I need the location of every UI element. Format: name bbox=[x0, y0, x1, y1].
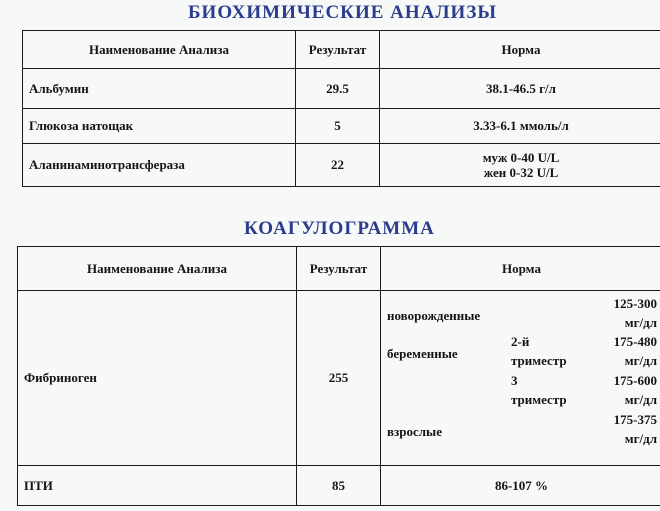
table-header-row bbox=[18, 247, 660, 291]
norm-newborn-label: новорожденные bbox=[387, 308, 481, 323]
norm-t3-unit: мг/дл bbox=[624, 392, 657, 407]
norm-male: муж 0-40 U/L bbox=[482, 150, 560, 165]
norm-adult-unit: мг/дл bbox=[624, 431, 657, 446]
biochem-table bbox=[22, 30, 660, 187]
coag-table bbox=[17, 246, 660, 506]
analysis-name: ПТИ bbox=[18, 466, 297, 506]
analysis-name: Альбумин bbox=[23, 69, 296, 109]
table-row bbox=[18, 291, 660, 466]
analysis-result: 29.5 bbox=[296, 69, 380, 109]
norm-adult-label: взрослые bbox=[387, 424, 442, 439]
table-row bbox=[23, 109, 660, 144]
norm-t3-range: 175-600 bbox=[613, 373, 657, 388]
table-row bbox=[23, 69, 660, 109]
analysis-norm: 38.1-46.5 г/л bbox=[380, 69, 660, 109]
norm-female: жен 0-32 U/L bbox=[483, 165, 559, 180]
header-norm: Норма bbox=[380, 31, 660, 69]
norm-adult-range: 175-375 bbox=[613, 412, 657, 427]
analysis-result: 85 bbox=[297, 466, 381, 506]
header-result: Результат bbox=[297, 247, 381, 291]
biochem-title: БИОХИМИЧЕСКИЕ АНАЛИЗЫ bbox=[188, 2, 498, 23]
analysis-result: 255 bbox=[297, 291, 381, 466]
norm-pregnant-label: беременные bbox=[387, 346, 458, 361]
analysis-result: 22 bbox=[296, 144, 380, 187]
fibrinogen-norm bbox=[381, 291, 660, 466]
header-result: Результат bbox=[296, 31, 380, 69]
analysis-name: Глюкоза натощак bbox=[23, 109, 296, 144]
analysis-result: 5 bbox=[296, 109, 380, 144]
header-name: Наименование Анализа bbox=[18, 247, 297, 291]
coag-title: КОАГУЛОГРАММА bbox=[244, 218, 435, 239]
table-row bbox=[18, 466, 660, 506]
norm-newborn-range: 125-300 bbox=[613, 296, 657, 311]
analysis-name: Фибриноген bbox=[18, 291, 297, 466]
analysis-name: Аланинаминотрансфераза bbox=[23, 144, 296, 187]
table-row bbox=[23, 144, 660, 187]
analysis-norm: 86-107 % bbox=[381, 466, 660, 506]
norm-t2-unit: мг/дл bbox=[624, 353, 657, 368]
norm-newborn-unit: мг/дл bbox=[624, 315, 657, 330]
norm-t3-trimester: триместр bbox=[511, 392, 567, 407]
analysis-norm bbox=[380, 144, 660, 187]
norm-t2-label: 2-й bbox=[511, 334, 530, 349]
norm-t2-trimester: триместр bbox=[511, 353, 567, 368]
norm-t2-range: 175-480 bbox=[613, 334, 657, 349]
norm-t3-label: 3 bbox=[511, 373, 518, 388]
analysis-norm: 3.33-6.1 ммоль/л bbox=[380, 109, 660, 144]
header-norm: Норма bbox=[381, 247, 660, 291]
table-header-row bbox=[23, 31, 660, 69]
header-name: Наименование Анализа bbox=[23, 31, 296, 69]
